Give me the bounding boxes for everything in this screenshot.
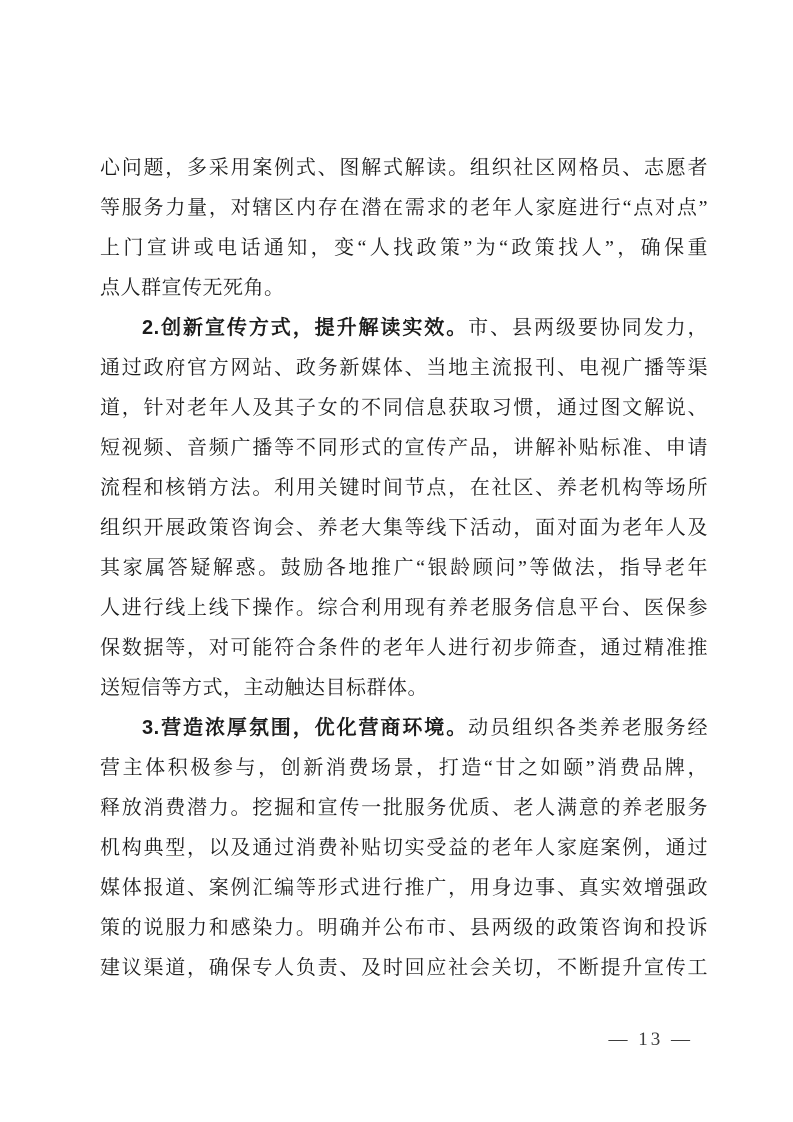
- text-line: [100, 388, 708, 428]
- text-line: [100, 548, 708, 588]
- text-line: [100, 428, 708, 468]
- text-line: [100, 588, 708, 628]
- paragraph-text: 送短信等方式，主动触达目标群体。: [100, 677, 428, 699]
- paragraph-text: 心问题，多采用案例式、图解式解读。组织社区网格员、志愿者: [100, 157, 708, 179]
- text-line: [100, 348, 708, 388]
- text-line: [100, 308, 708, 348]
- paragraph-text: 通过政府官方网站、政务新媒体、当地主流报刊、电视广播等渠: [100, 357, 708, 379]
- paragraph-text: 组织开展政策咨询会、养老大集等线下活动，面对面为老年人及: [100, 517, 708, 539]
- paragraph-text: 市、县两级要协同发力，: [468, 317, 708, 339]
- paragraph-text: 机构典型，以及通过消费补贴切实受益的老年人家庭案例，通过: [100, 837, 708, 859]
- paragraph-text: 上门宣讲或电话通知，变“人找政策”为“政策找人”，确保重: [100, 237, 708, 259]
- paragraph-text: 短视频、音频广播等不同形式的宣传产品，讲解补贴标准、申请: [100, 437, 708, 459]
- paragraph-text: 营主体积极参与，创新消费场景，打造“甘之如颐”消费品牌，: [100, 757, 708, 779]
- paragraph-text: 其家属答疑解惑。鼓励各地推广“银龄顾问”等做法，指导老年: [100, 557, 708, 579]
- paragraph-text: 动员组织各类养老服务经: [468, 717, 708, 739]
- paragraph-text: 策的说服力和感染力。明确并公布市、县两级的政策咨询和投诉: [100, 917, 708, 939]
- text-line: [100, 828, 708, 868]
- paragraph-text: 人进行线上线下操作。综合利用现有养老服务信息平台、医保参: [100, 597, 708, 619]
- paragraph-heading: 2.创新宣传方式，提升解读实效。: [142, 317, 469, 339]
- text-line: [100, 628, 708, 668]
- text-line: [100, 508, 708, 548]
- text-block: [100, 148, 708, 988]
- paragraph-text: 点人群宣传无死角。: [100, 277, 285, 299]
- text-line: [100, 468, 708, 508]
- paragraph-text: 道，针对老年人及其子女的不同信息获取习惯，通过图文解说、: [100, 397, 708, 419]
- text-line: [100, 668, 708, 708]
- paragraph-text: 流程和核销方法。利用关键时间节点，在社区、养老机构等场所: [100, 477, 708, 499]
- text-line: [100, 708, 708, 748]
- paragraph-text: 释放消费潜力。挖掘和宣传一批服务优质、老人满意的养老服务: [100, 797, 708, 819]
- text-line: [100, 148, 708, 188]
- paragraph-text: 保数据等，对可能符合条件的老年人进行初步筛查，通过精准推: [100, 637, 708, 659]
- text-line: [100, 868, 708, 908]
- page-number: — 13 —: [608, 1029, 693, 1050]
- text-line: [100, 908, 708, 948]
- paragraph-text: 等服务力量，对辖区内存在潜在需求的老年人家庭进行“点对点”: [100, 197, 708, 219]
- text-line: [100, 268, 708, 308]
- text-line: [100, 788, 708, 828]
- paragraph-heading: 3.营造浓厚氛围，优化营商环境。: [142, 717, 469, 739]
- text-line: [100, 188, 708, 228]
- text-line: [100, 228, 708, 268]
- text-line: [100, 748, 708, 788]
- text-line: [100, 948, 708, 988]
- paragraph-text: 建议渠道，确保专人负责、及时回应社会关切，不断提升宣传工: [100, 957, 708, 979]
- paragraph-text: 媒体报道、案例汇编等形式进行推广，用身边事、真实效增强政: [100, 877, 708, 899]
